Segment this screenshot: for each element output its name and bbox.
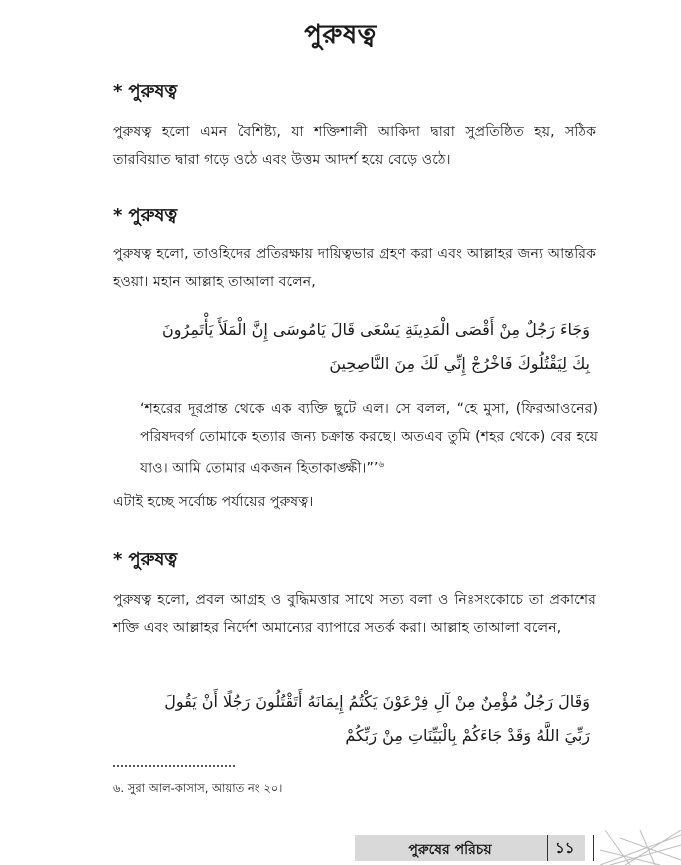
section-heading-3-text: পুরুষত্ব	[128, 549, 178, 570]
verse-translation-text: ‘শহরের দূরপ্রান্ত থেকে এক ব্যক্তি ছুটে এল। সে বলল, “হে মুসা, (ফিরআওনের) পরিষদবর্গ তোমাকে হত্যার জন্য চক্রান্ত করছে। অতএব তুমি (শহর থেকে) বের হয়ে যাও। আমি তোমার একজন হিতাকাঙ্ক্ষী।”’	[140, 401, 598, 477]
footer-separator-right	[593, 835, 594, 861]
section-heading-1	[113, 77, 177, 108]
section-paragraph-3: পুরুষত্ব হলো, প্রবল আগ্রহ ও বুদ্ধিমত্তার সাথে সত্য বলা ও নিঃসংকোচে তা প্রকাশের শক্তি এবং আল্লাহর নির্দেশ অমান্যের ব্যাপারে সতর্ক করা। আল্লাহ তাআলা বলেন,	[113, 592, 596, 636]
footer-separator	[547, 835, 548, 861]
arabic-verse-1: وَجَاءَ رَجُلٌ مِنْ أَقْصَى الْمَدِينَةِ يَسْعَى قَالَ يَامُوسَى إِنَّ الْمَلَأَ يَأْتَمِرُونَ بِكَ لِيَقْتُلُوكَ فَاخْرُجْ إِنِّي لَكَ مِنَ النَّاصِحِينَ	[162, 320, 590, 373]
decorative-lines-icon	[600, 830, 681, 865]
section-paragraph-2: পুরুষত্ব হলো, তাওহিদের প্রতিরক্ষায় দায়িত্বভার গ্রহণ করা এবং আল্লাহর জন্য আন্তরিক হওয়া। মহান আল্লাহ তাআলা বলেন,	[113, 246, 596, 290]
footnote-divider	[113, 765, 235, 767]
section-closing-line: এটাই হচ্ছে সর্বোচ্চ পর্যায়ের পুরুষত্ব।	[113, 494, 314, 510]
section-heading-2	[113, 201, 177, 232]
asterisk-icon: *	[113, 549, 123, 570]
footer-book-title: পুরুষের পরিচয়	[408, 842, 492, 858]
section-heading-3	[113, 545, 177, 576]
footnote: ৬. সুরা আল-কাসাস, আয়াত নং ২০।	[113, 781, 283, 795]
page-title: পুরুষত্ব	[304, 20, 377, 50]
section-heading-1-text: পুরুষত্ব	[128, 81, 178, 102]
verse-translation	[140, 395, 598, 483]
page-number: ১১	[555, 839, 575, 857]
section-heading-2-text: পুরুষত্ব	[128, 205, 178, 226]
asterisk-icon: *	[113, 205, 123, 226]
asterisk-icon: *	[113, 81, 123, 102]
arabic-verse-2: وَقَالَ رَجُلٌ مُؤْمِنٌ مِنْ آلِ فِرْعَوْنَ يَكْتُمُ إِيمَانَهُ أَتَقْتُلُونَ رَجُلًا أَنْ يَقُولَ رَبِّيَ اللَّهُ وَقَدْ جَاءَكُمْ بِالْبَيِّنَاتِ مِنْ رَبِّكُمْ	[164, 692, 590, 745]
footnote-reference: ৬	[378, 460, 385, 470]
section-paragraph-1: পুরুষত্ব হলো এমন বৈশিষ্ট্য, যা শক্তিশালী আকিদা দ্বারা সুপ্রতিষ্ঠিত হয়, সঠিক তারবিয়াত দ্বারা গড়ে ওঠে এবং উত্তম আদর্শ হয়ে বেড়ে ওঠে।	[113, 124, 596, 168]
